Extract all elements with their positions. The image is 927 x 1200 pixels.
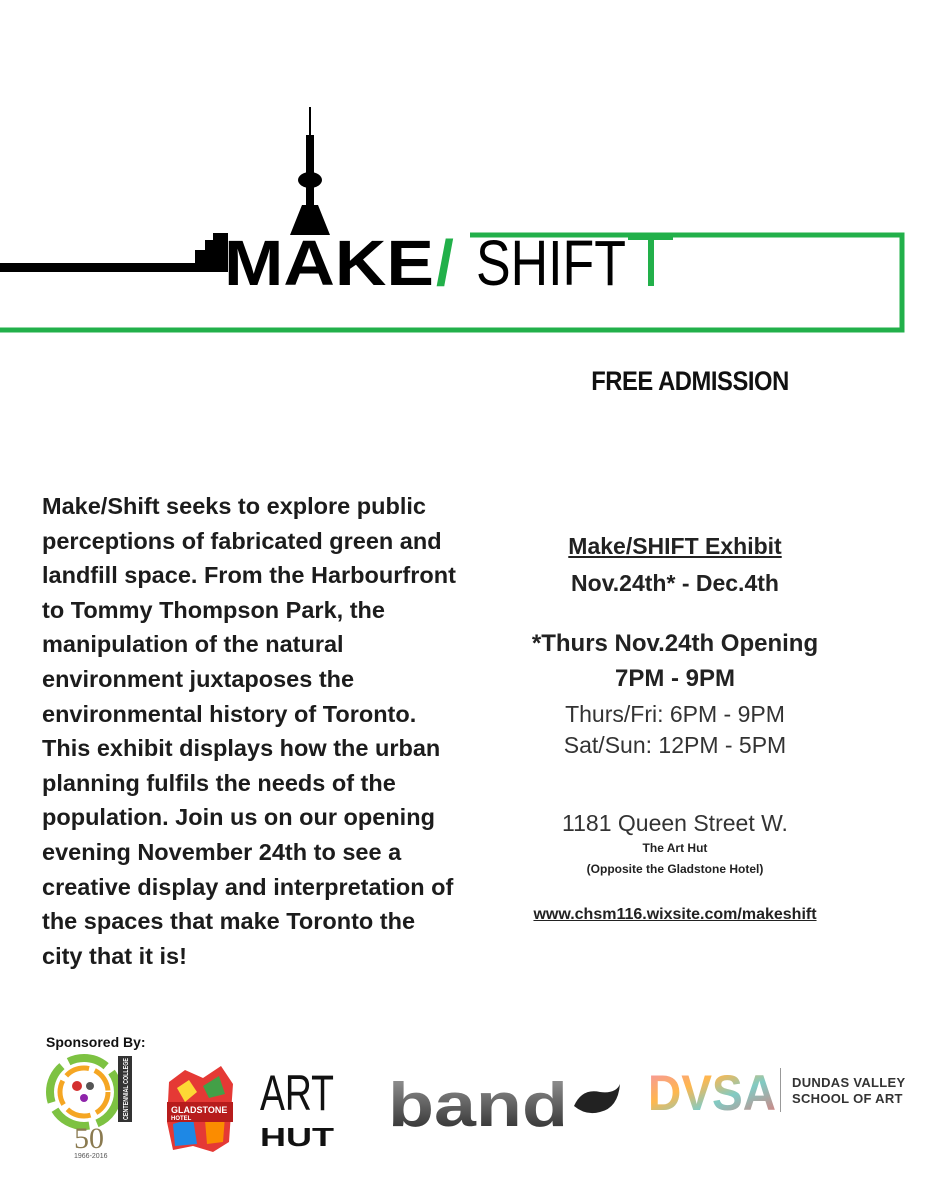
opening-time: 7PM - 9PM: [614, 665, 736, 692]
venue-name: The Art Hut: [642, 841, 708, 855]
logo-make-text: MAKE: [224, 227, 434, 299]
website-link[interactable]: www.chsm116.wixsite.com/makeshift: [533, 906, 817, 923]
centennial-50: 50: [74, 1122, 104, 1155]
gladstone-sub: HOTEL: [171, 1116, 192, 1122]
band-logo: [386, 1066, 626, 1140]
art-hut-logo: [258, 1064, 338, 1150]
exhibit-title: Make/SHIFT Exhibit: [568, 533, 782, 559]
opening-night: *Thurs Nov.24th Opening: [531, 630, 819, 657]
centennial-name: CENTENNIAL COLLEGE: [123, 1039, 130, 1120]
exhibit-dates: Nov.24th* - Dec.4th: [571, 570, 779, 596]
band-wordmark: band: [388, 1071, 568, 1140]
dvsa-mark: DVSA: [648, 1065, 776, 1121]
art-hut-line1: ART: [260, 1065, 334, 1121]
logo-shift-text: SHIFT: [476, 227, 626, 299]
centennial-years: 1966-2016: [74, 1153, 108, 1160]
logo-ground-line: [0, 263, 210, 272]
dvsa-name-line2: SCHOOL OF ART: [792, 1091, 903, 1106]
dvsa-logo: [648, 1064, 778, 1121]
gladstone-hotel-logo: [163, 1062, 239, 1158]
dvsa-name-line1: DUNDAS VALLEY: [792, 1075, 906, 1090]
hours-weekday: Thurs/Fri: 6PM - 9PM: [565, 701, 785, 727]
makeshift-logo: [0, 95, 927, 340]
venue-note: (Opposite the Gladstone Hotel): [586, 862, 764, 876]
bird-icon: [574, 1084, 620, 1113]
hours-weekend: Sat/Sun: 12PM - 5PM: [563, 732, 787, 758]
cn-tower-icon: [290, 107, 330, 235]
gladstone-name: GLADSTONE: [171, 1105, 228, 1115]
exhibit-description: Make/Shift seeks to explore public perceptions of fabricated green and landfill space. From the Harbourfront to Tommy Thompson Park, the manipulation of the natural environment juxtaposes the environmental history of Toronto. This exhibit displays how the urban planning fulfils the needs of the population. Join us on our opening evening November 24th to see a creative display and interpretation of the spaces that make Toronto the city that it is!: [42, 493, 456, 969]
address: 1181 Queen Street W.: [562, 810, 788, 836]
dvsa-divider: [780, 1068, 781, 1112]
art-hut-line2: HUT: [260, 1122, 335, 1152]
sponsored-by-label: Sponsored By:: [46, 1034, 146, 1050]
logo-slash: /: [436, 227, 454, 299]
free-admission-heading: FREE ADMISSION: [591, 366, 789, 396]
